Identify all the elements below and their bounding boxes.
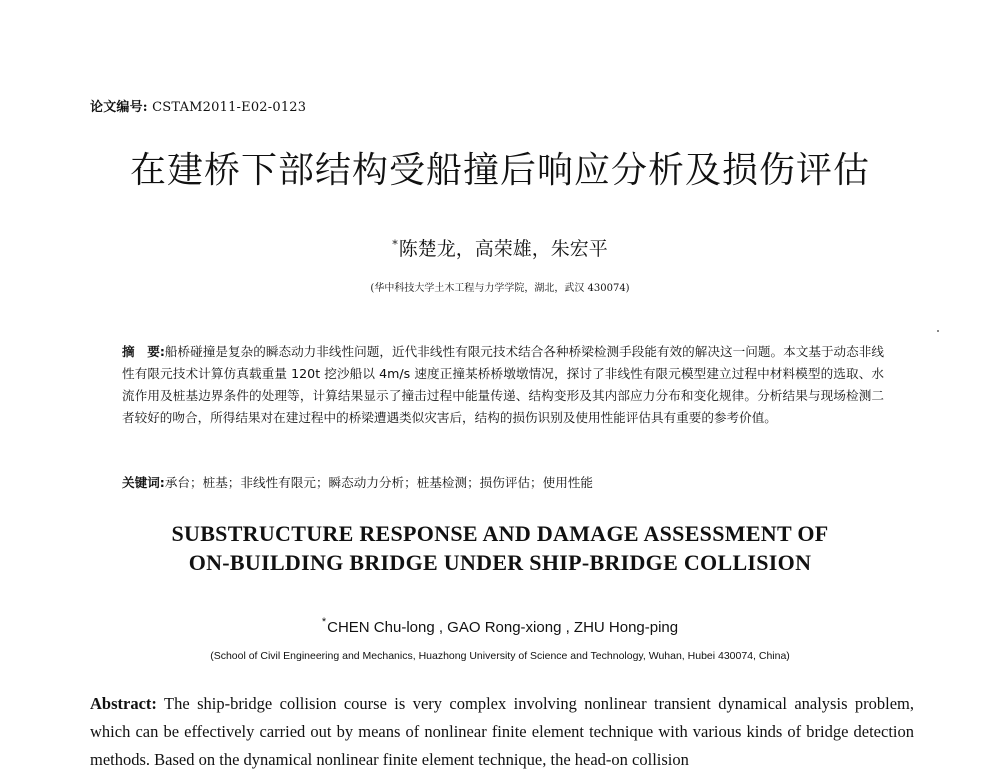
scan-speck (937, 330, 939, 332)
chinese-keywords-label: 关键词: (122, 475, 165, 490)
chinese-keywords-text: 承台；桩基；非线性有限元；瞬态动力分析；桩基检测；损伤评估；使用性能 (164, 475, 594, 490)
chinese-author-names: 陈楚龙，高荣雄，朱宏平 (398, 238, 608, 260)
paper-number-value: CSTAM2011-E02-0123 (152, 100, 307, 115)
chinese-abstract-text: 船桥碰撞是复杂的瞬态动力非线性问题，近代非线性有限元技术结合各种桥梁检测手段能有效的解决这一问题。本文基于动态非线性有限元技术计算仿真载重量 120t 挖沙船以 4m/s 速度正撞某桥桥墩墩情况，探讨了非线性有限元模型建立过程中材料模型的选取、水流作用及桩基边界条件的处理等，计算结果显示了撞击过程中能量传递、结构变形及其内部应力分布和变化规律。分析结果与现场检测二者较好的吻合，所得结果对在建过程中的桥梁遭遇类似灾害后，结构的损伤识别及使用性能评估具有重要的参考价值。 (122, 344, 884, 425)
english-authors (0, 616, 1000, 636)
english-corresponding-author-marker: * (321, 616, 327, 628)
english-title-line-1: SUBSTRUCTURE RESPONSE AND DAMAGE ASSESSMENT OF (171, 521, 829, 546)
english-abstract-label: Abstract: (90, 694, 157, 713)
paper-number-label: 论文编号: (90, 100, 148, 115)
english-abstract (90, 690, 914, 774)
chinese-abstract (122, 341, 884, 429)
corresponding-author-marker: * (392, 238, 398, 251)
paper-number (90, 96, 306, 115)
chinese-authors (0, 234, 1000, 261)
english-author-names: CHEN Chu-long , GAO Rong-xiong , ZHU Hong-ping (327, 619, 679, 636)
chinese-keywords (122, 472, 884, 494)
english-title-line-2: ON-BUILDING BRIDGE UNDER SHIP-BRIDGE COLLISION (188, 550, 812, 575)
chinese-abstract-label: 摘 要: (122, 344, 165, 359)
chinese-title: 在建桥下部结构受船撞后响应分析及损伤评估 (129, 150, 870, 191)
english-affiliation: (School of Civil Engineering and Mechanics, Huazhong University of Science and Technology, Wuhan, Hubei 430074, China) (210, 650, 790, 662)
chinese-affiliation: (华中科技大学土木工程与力学学院，湖北，武汉 430074) (370, 283, 630, 294)
english-abstract-text: The ship-bridge collision course is very complex involving nonlinear transient dynamical analysis problem, which can be effectively carried out by means of nonlinear finite element technique with various kinds of bridge detection methods. Based on the dynamical nonlinear finite element technique, the head-on collision (90, 694, 914, 769)
